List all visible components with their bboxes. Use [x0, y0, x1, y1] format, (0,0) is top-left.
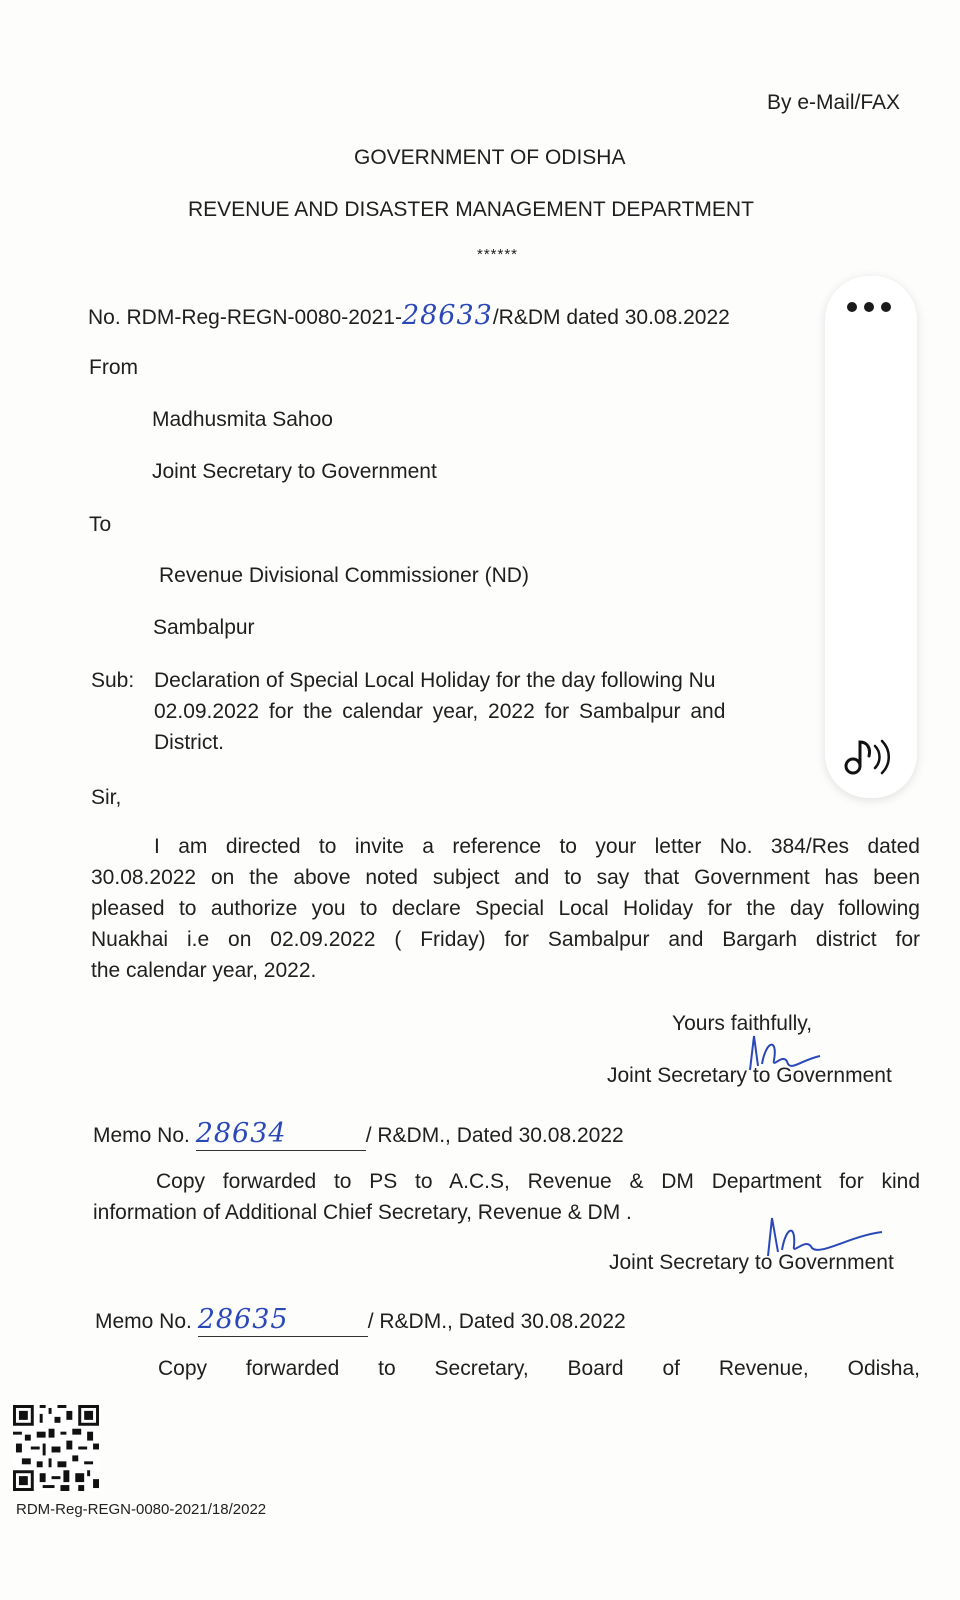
signatory: Joint Secretary to Government: [607, 1064, 892, 1087]
body-line: I am directed to invite a reference to your letter No. 384/Res dated: [154, 835, 920, 858]
subject-line: Declaration of Special Local Holiday for the day following Nu: [154, 669, 716, 692]
memo1-body-line: information of Additional Chief Secretary, Revenue & DM .: [93, 1201, 632, 1224]
delivery-mode: By e-Mail/FAX: [767, 91, 901, 114]
to-label: To: [89, 513, 112, 536]
memo2-line: [95, 1304, 626, 1337]
memo1-label: Memo No.: [93, 1124, 190, 1147]
salutation: Sir,: [91, 786, 122, 809]
from-label: From: [89, 356, 138, 379]
memo1-signatory: Joint Secretary to Government: [609, 1251, 894, 1274]
heading-stars: ******: [477, 246, 519, 263]
closing: Yours faithfully,: [672, 1012, 813, 1035]
from-designation: Joint Secretary to Government: [152, 460, 437, 483]
body-line: the calendar year, 2022.: [91, 959, 317, 982]
letter-number-handwritten: 28633: [401, 300, 493, 331]
memo2-label: Memo No.: [95, 1310, 192, 1333]
letter-number-suffix: /R&DM dated 30.08.2022: [492, 306, 730, 329]
signature-mark: [742, 1030, 832, 1080]
memo1-number-handwritten: 28634: [195, 1118, 287, 1149]
to-place: Sambalpur: [153, 616, 255, 639]
file-reference: RDM-Reg-REGN-0080-2021/18/2022: [16, 1501, 267, 1518]
to-name: Revenue Divisional Commissioner (ND): [159, 564, 529, 587]
memo2-suffix: / R&DM., Dated 30.08.2022: [367, 1310, 626, 1333]
memo1-signature-mark: [760, 1212, 890, 1264]
letter-number-prefix: No. RDM-Reg-REGN-0080-2021-: [88, 306, 402, 329]
memo2-body: [95, 1353, 920, 1384]
memo1-suffix: / R&DM., Dated 30.08.2022: [365, 1124, 624, 1147]
memo2-number-blank: [198, 1304, 368, 1337]
letter-number-line: [88, 300, 730, 332]
memo2-body-line: Copy forwarded to Secretary, Board of Revenue, Odisha,: [158, 1357, 920, 1380]
qr-code: [13, 1405, 99, 1491]
read-aloud-icon[interactable]: [841, 732, 901, 782]
memo1-body-line: Copy forwarded to PS to A.C.S, Revenue & DM Department for kind: [156, 1170, 920, 1193]
memo1-line: [93, 1118, 624, 1151]
memo1-number-blank: [196, 1118, 366, 1151]
subject-line: 02.09.2022 for the calendar year, 2022 for Sambalpur and: [154, 700, 726, 723]
from-name: Madhusmita Sahoo: [152, 408, 333, 431]
department-heading: REVENUE AND DISASTER MANAGEMENT DEPARTMENT: [188, 198, 754, 221]
subject-line: District.: [154, 731, 224, 754]
reader-overlay-panel: [825, 276, 917, 798]
subject-label: Sub:: [91, 669, 135, 692]
government-heading: GOVERNMENT OF ODISHA: [354, 146, 626, 169]
body-line: 30.08.2022 on the above noted subject and to say that Government has been: [91, 866, 920, 889]
body-line: Nuakhai i.e on 02.09.2022 ( Friday) for Sambalpur and Bargarh district for: [91, 928, 920, 951]
letter-body: [91, 831, 920, 986]
memo2-number-handwritten: 28635: [197, 1304, 289, 1335]
more-horizontal-icon[interactable]: [847, 302, 891, 312]
body-line: pleased to authorize you to declare Special Local Holiday for the day following: [91, 897, 920, 920]
